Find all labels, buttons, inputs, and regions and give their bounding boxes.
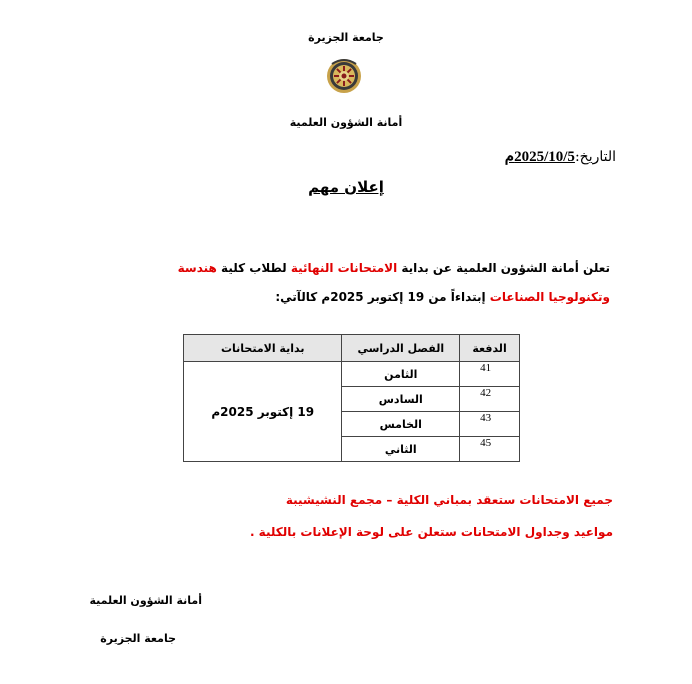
- body-line1-highlight: الامتحانات النهائية: [290, 261, 398, 275]
- batch-cell: 42: [460, 387, 520, 412]
- date-label: التاريخ:: [574, 149, 616, 165]
- exam-schedule-table: [183, 334, 520, 462]
- announcement-body-line-1: [80, 261, 610, 275]
- term-cell: الخامس: [342, 412, 460, 437]
- date-line: [505, 147, 616, 166]
- table-row: [184, 362, 520, 387]
- header-term: الفصل الدراسي: [342, 335, 460, 362]
- note-schedules: مواعيد وجداول الامتحانات ستعلن على لوحة الإعلانات بالكلية .: [249, 525, 613, 539]
- header-batch: الدفعة: [460, 335, 520, 362]
- term-cell: الثامن: [342, 362, 460, 387]
- term-cell: السادس: [342, 387, 460, 412]
- body-line1-middle: لطلاب كلية: [216, 261, 291, 275]
- term-cell: الثاني: [342, 437, 460, 462]
- batch-cell: 41: [460, 362, 520, 387]
- body-line2-faculty: وتكنولوجيا الصناعات: [489, 290, 610, 304]
- signature-office: أمانة الشؤون العلمية: [89, 594, 202, 607]
- batch-cell: 45: [460, 437, 520, 462]
- announcement-body-line-2: [80, 290, 610, 304]
- start-date-cell: 19 إكتوبر 2025م: [184, 362, 342, 462]
- university-name-header: جامعة الجزيرة: [308, 31, 384, 44]
- university-logo: [326, 58, 362, 94]
- body-line1-faculty: هندسة: [177, 261, 217, 275]
- signature-university: جامعة الجزيرة: [100, 632, 176, 645]
- header-start: بداية الامتحانات: [184, 335, 342, 362]
- note-location: جميع الامتحانات ستعقد بمباني الكلية – مجمع النشيشيبة: [285, 493, 613, 507]
- batch-cell: 43: [460, 412, 520, 437]
- body-line2-rest: إبتداءاً من 19 إكتوبر 2025م كالآتي:: [275, 290, 490, 304]
- date-value: 2025/10/5م: [504, 149, 575, 165]
- announcement-title: إعلان مهم: [308, 178, 384, 196]
- body-line1-prefix: تعلن أمانة الشؤون العلمية عن بداية: [397, 261, 610, 275]
- table-header-row: [184, 335, 520, 362]
- office-name-header: أمانة الشؤون العلمية: [289, 116, 403, 129]
